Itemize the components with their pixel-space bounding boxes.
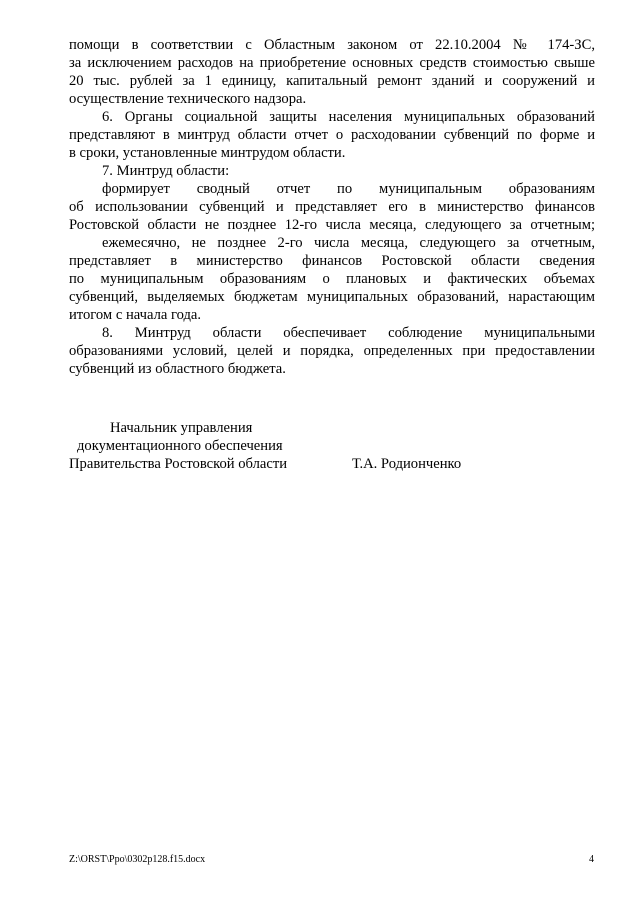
- body-line: образованиями условий, целей и порядка, определенных при предоставлении: [69, 343, 595, 359]
- body-line: Ростовской области не позднее 12-го числа месяца, следующего за отчетным;: [69, 217, 595, 233]
- body-line: ежемесячно, не позднее 2-го числа месяца, следующего за отчетным,: [102, 235, 595, 251]
- page-number: 4: [589, 854, 594, 865]
- body-line: в сроки, установленные минтрудом области.: [69, 145, 346, 161]
- body-line: формирует сводный отчет по муниципальным образованиям: [102, 181, 595, 197]
- signature-title-line3: Правительства Ростовской области: [69, 456, 288, 472]
- body-line: по муниципальным образованиям о плановых и фактических объемах: [69, 271, 595, 287]
- signature-title-line1: Начальник управления: [110, 420, 253, 436]
- body-line: субвенций из областного бюджета.: [69, 361, 286, 377]
- body-text: [69, 36, 595, 378]
- signature-title-line2: документационного обеспечения: [77, 438, 283, 454]
- body-line: об использовании субвенций и представляет его в министерство финансов: [69, 199, 595, 215]
- body-line: 8. Минтруд области обеспечивает соблюдение муниципальными: [102, 325, 595, 341]
- footer-file-path: Z:\ORST\Ppo\0302p128.f15.docx: [69, 854, 206, 865]
- body-line: 6. Органы социальной защиты населения муниципальных образований: [102, 109, 595, 125]
- body-line: осуществление технического надзора.: [69, 91, 307, 107]
- body-line: итогом с начала года.: [69, 307, 202, 323]
- signatory-name: Т.А. Родионченко: [352, 456, 462, 472]
- body-line: представляет в министерство финансов Ростовской области сведения: [69, 253, 595, 269]
- body-line: за исключением расходов на приобретение основных средств стоимостью свыше: [69, 55, 595, 71]
- body-line: представляют в минтруд области отчет о расходовании субвенций по форме и: [69, 127, 595, 143]
- body-line: субвенций, выделяемых бюджетам муниципальных образований, нарастающим: [69, 289, 595, 305]
- body-line: 20 тыс. рублей за 1 единицу, капитальный ремонт зданий и сооружений и: [69, 73, 595, 89]
- body-line: 7. Минтруд области:: [102, 163, 230, 179]
- body-line: помощи в соответствии с Областным законом от 22.10.2004 № 174-ЗС,: [69, 37, 595, 53]
